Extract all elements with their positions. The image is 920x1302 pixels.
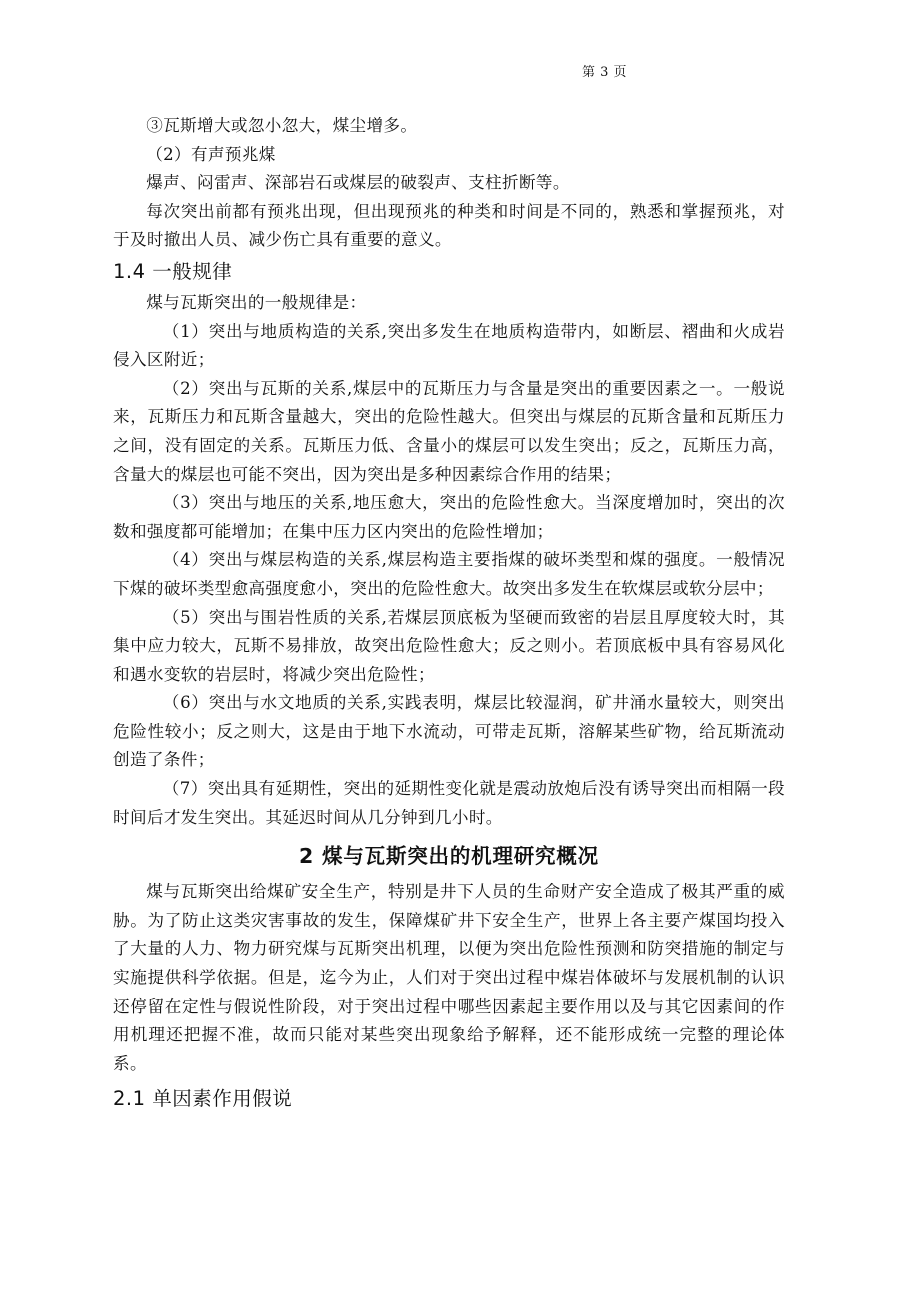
paragraph-audible-precursor-title: （2）有声预兆煤 xyxy=(146,144,276,164)
paragraph-precursor-importance: 每次突出前都有预兆出现，但出现预兆的种类和时间是不同的，熟悉和掌握预兆，对于及时撤出人员、减少伤亡具有重要的意义。 xyxy=(113,201,785,250)
paragraph-mechanism-overview: 煤与瓦斯突出给煤矿安全生产，特别是井下人员的生命财产安全造成了极其严重的威胁。为了防止这类灾害事故的发生，保障煤矿井下安全生产，世界上各主要产煤国均投入了大量的人力、物力研究煤与瓦斯突出机理，以便为突出危险性预测和防突措施的制定与实施提供科学依据。但是，迄今为止，人们对于突出过程中煤岩体破坏与发展机制的认识还停留在定性与假说性阶段，对于突出过程中哪些因素起主要作用以及与其它因素间的作用机理还把握不准，故而只能对某些突出现象给予解释，还不能形成统一完整的理论体系。 xyxy=(113,882,785,1073)
paragraph-general-rules-intro: 煤与瓦斯突出的一般规律是： xyxy=(146,292,367,312)
list-item-surrounding-rock: （5）突出与围岩性质的关系,若煤层顶底板为坚硬而致密的岩层且厚度较大时，其集中应力较大，瓦斯不易排放，故突出危险性愈大；反之则小。若顶底板中具有容易风化和遇水变软的岩层时，将减少突出危险性； xyxy=(113,607,785,684)
list-item-seam-structure: （4）突出与煤层构造的关系,煤层构造主要指煤的破坏类型和煤的强度。一般情况下煤的破坏类型愈高强度愈小，突出的危险性愈大。故突出多发生在软煤层或软分层中； xyxy=(113,550,785,598)
list-item-geology: （1）突出与地质构造的关系,突出多发生在地质构造带内，如断层、褶曲和火成岩侵入区附近； xyxy=(113,321,785,370)
list-item-delay: （7）突出具有延期性，突出的延期性变化就是震动放炮后没有诱导突出而相隔一段时间后才发生突出。其延迟时间从几分钟到几小时。 xyxy=(113,779,785,827)
page-number: 第 3 页 xyxy=(582,65,628,80)
list-item-hydrogeology: （6）突出与水文地质的关系,实践表明，煤层比较湿润，矿井涌水量较大，则突出危险性较小；反之则大，这是由于地下水流动，可带走瓦斯，溶解某些矿物，给瓦斯流动创造了条件； xyxy=(113,693,785,770)
section-heading-2-1: 2.1 单因素作用假说 xyxy=(113,1087,293,1111)
list-item-gas: （2）突出与瓦斯的关系,煤层中的瓦斯压力与含量是突出的重要因素之一。一般说来，瓦斯压力和瓦斯含量越大，突出的危险性越大。但突出与煤层的瓦斯含量和瓦斯压力之间，没有固定的关系。瓦斯压力低、含量小的煤层可以发生突出；反之，瓦斯压力高，含量大的煤层也可能不突出，因为突出是多种因素综合作用的结果； xyxy=(113,378,785,484)
page-body xyxy=(113,112,785,1116)
chapter-heading-2: 2 煤与瓦斯突出的机理研究概况 xyxy=(299,844,599,869)
paragraph-gas-increase: ③瓦斯增大或忽小忽大，煤尘增多。 xyxy=(146,116,418,135)
list-item-ground-pressure: （3）突出与地压的关系,地压愈大，突出的危险性愈大。当深度增加时，突出的次数和强度都可能增加；在集中压力区内突出的危险性增加； xyxy=(113,493,785,541)
paragraph-audible-precursor-desc: 爆声、闷雷声、深部岩石或煤层的破裂声、支柱折断等。 xyxy=(146,173,570,193)
section-heading-1-4: 1.4 一般规律 xyxy=(113,259,233,283)
